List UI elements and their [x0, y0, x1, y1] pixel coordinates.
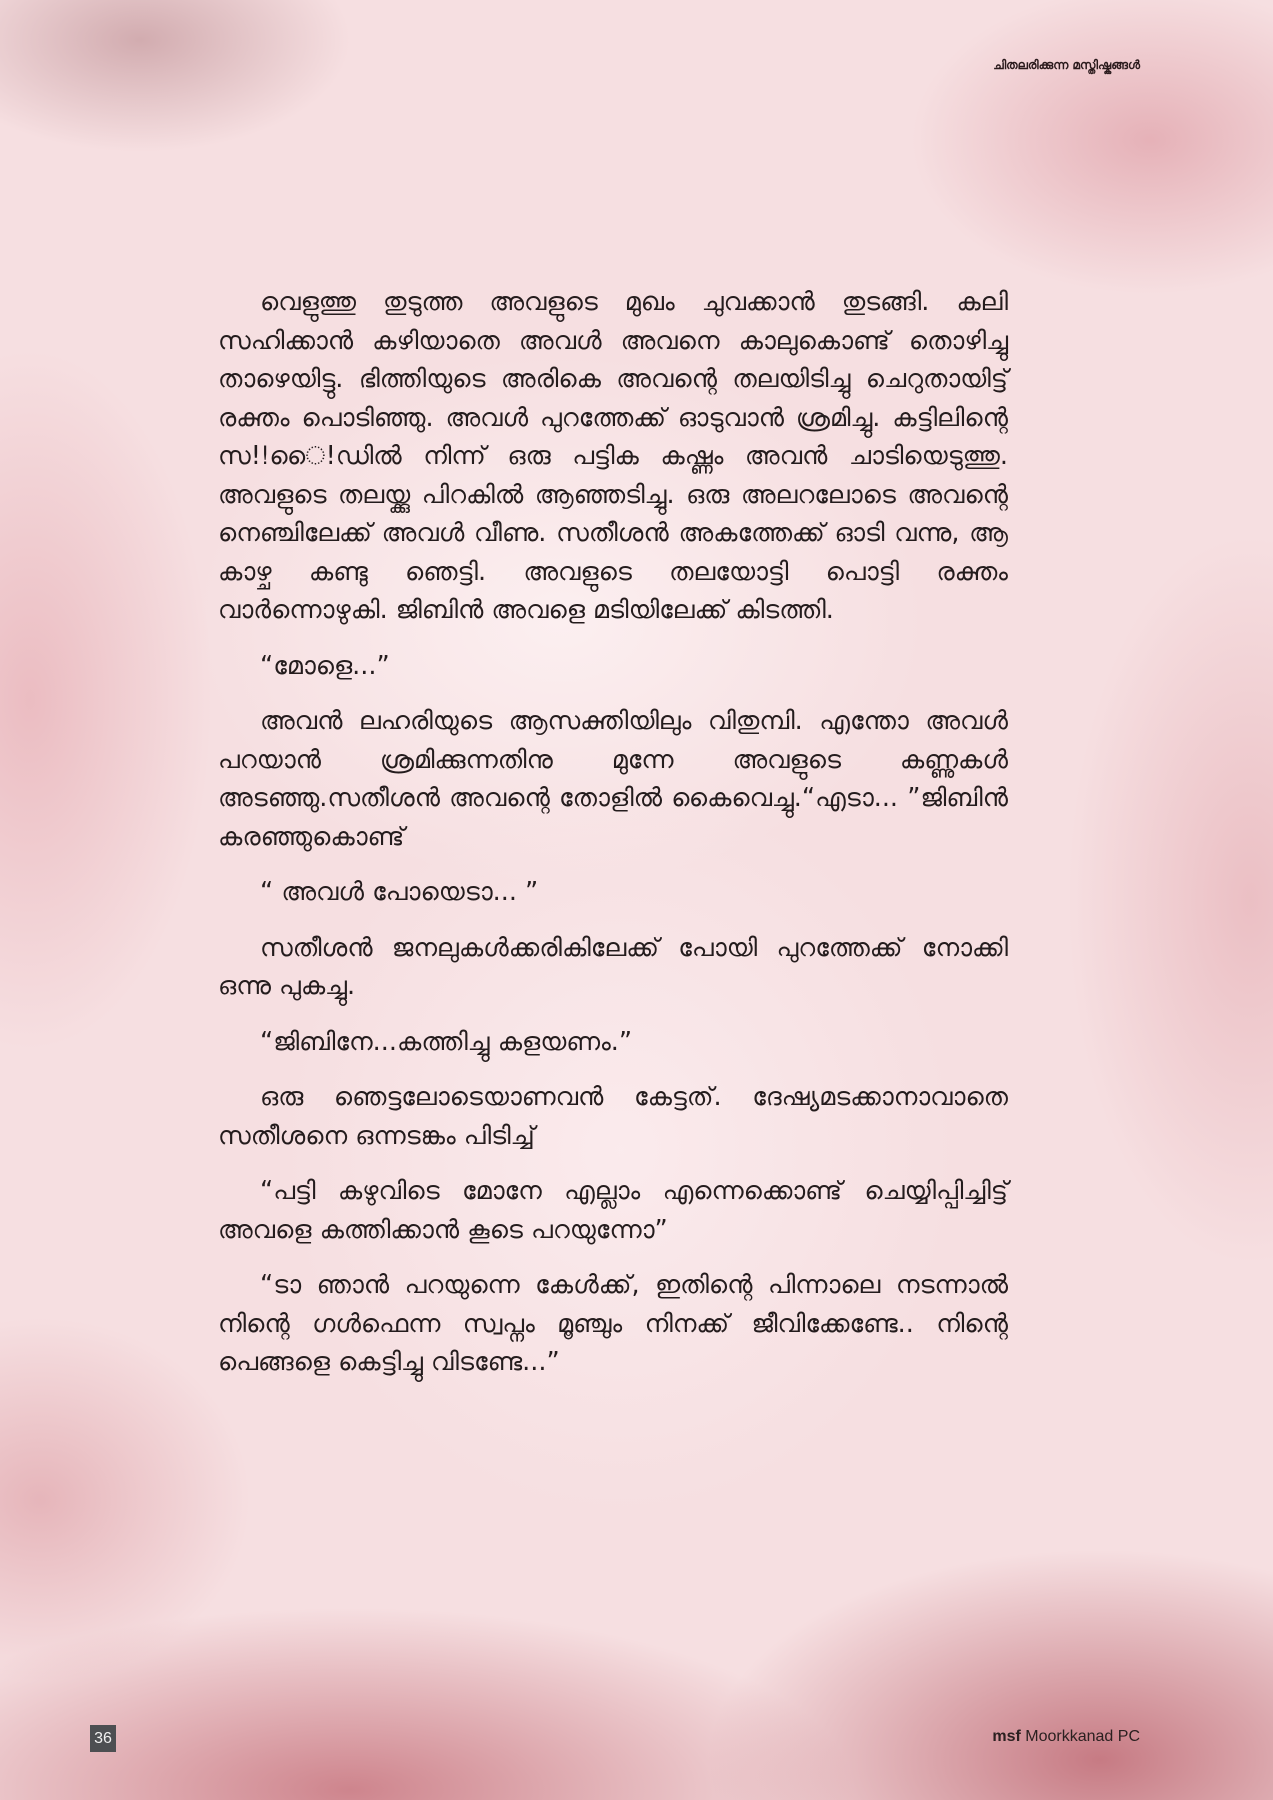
running-head: ചിതലരിക്കുന്ന മസ്തിഷ്കങ്ങൾ — [993, 58, 1140, 72]
article-body — [218, 283, 1008, 1399]
paragraph: “മോളെ...” — [260, 650, 390, 681]
paragraph: സതീശൻ ജനലുകൾക്കരികിലേക്ക് പോയി പുറത്തേക്ക് നോക്കി ഒന്നു പുകച്ചു. — [218, 932, 1008, 1001]
brand-name: Moorkkanad PC — [1020, 1728, 1140, 1745]
brand-abbreviation: msf — [992, 1728, 1021, 1745]
paragraph: “ജിബിനേ...കത്തിച്ചു കളയണം.” — [260, 1026, 633, 1057]
paragraph: “പട്ടി കഴുവിടെ മോനേ എല്ലാം എന്നെക്കൊണ്ട് ചെയ്യിപ്പിച്ചിട്ട് അവളെ കത്തിക്കാൻ കൂടെ പറയുന്നോ” — [218, 1176, 1008, 1245]
paragraph: ഒരു ഞെട്ടലോടെയാണവൻ കേട്ടത്. ദേഷ്യമടക്കാനാവാതെ സതീശനെ ഒന്നടങ്കം പിടിച്ച് — [218, 1082, 1008, 1151]
page-number: 36 — [90, 1725, 116, 1752]
footer-brand — [992, 1728, 1140, 1746]
paragraph: “ അവൾ പോയെടാ... ” — [260, 877, 539, 907]
paragraph: വെളുത്തു തുടുത്ത അവളുടെ മുഖം ചുവക്കാൻ തുടങ്ങി. കലി സഹിക്കാൻ കഴിയാതെ അവൾ അവനെ കാലുകൊണ്ട് തൊഴിച്ചു താഴെയിട്ടു. ഭിത്തിയുടെ അരികെ അവന്റെ തലയിടിച്ചു ചെറുതായിട്ട് രക്തം പൊടിഞ്ഞു. അവൾ പുറത്തേക്ക് ഓടുവാൻ ശ്രമിച്ചു. കട്ടിലിന്റെ സ!!ൈ!ഡിൽ നിന്ന് ഒരു പട്ടിക കഷ്ണം അവൻ ചാടിയെടുത്തു. അവളുടെ തലയ്ക്കു പിറകിൽ ആഞ്ഞടിച്ചു. ഒരു അലറലോടെ അവന്റെ നെഞ്ചിലേക്ക് അവൾ വീണു. സതീശൻ അകത്തേക്ക് ഓടി വന്നു, ആ കാഴ്ച കണ്ടു ഞെട്ടി. അവളുടെ തലയോട്ടി പൊട്ടി രക്തം വാർന്നൊഴുകി. ജിബിൻ അവളെ മടിയിലേക്ക് കിടത്തി. — [218, 287, 1008, 625]
paragraph: അവൻ ലഹരിയുടെ ആസക്തിയിലും വിതുമ്പി. എന്തോ അവൾ പറയാൻ ശ്രമിക്കുന്നതിനു മുന്നേ അവളുടെ കണ്ണുകൾ അടഞ്ഞു.സതീശൻ അവന്റെ തോളിൽ കൈവെച്ചു.“എടാ... ”ജിബിൻ കരഞ്ഞുകൊണ്ട് — [218, 706, 1008, 852]
paragraph: “ടാ ഞാൻ പറയുന്നെ കേൾക്ക്, ഇതിന്റെ പിന്നാലെ നടന്നാൽ നിന്റെ ഗൾഫെന്ന സ്വപ്നം മൂഞ്ചും നിനക്ക് ജീവിക്കേണ്ടേ.. നിന്റെ പെങ്ങളെ കെട്ടിച്ചു വിടണ്ടേ...” — [218, 1270, 1008, 1377]
